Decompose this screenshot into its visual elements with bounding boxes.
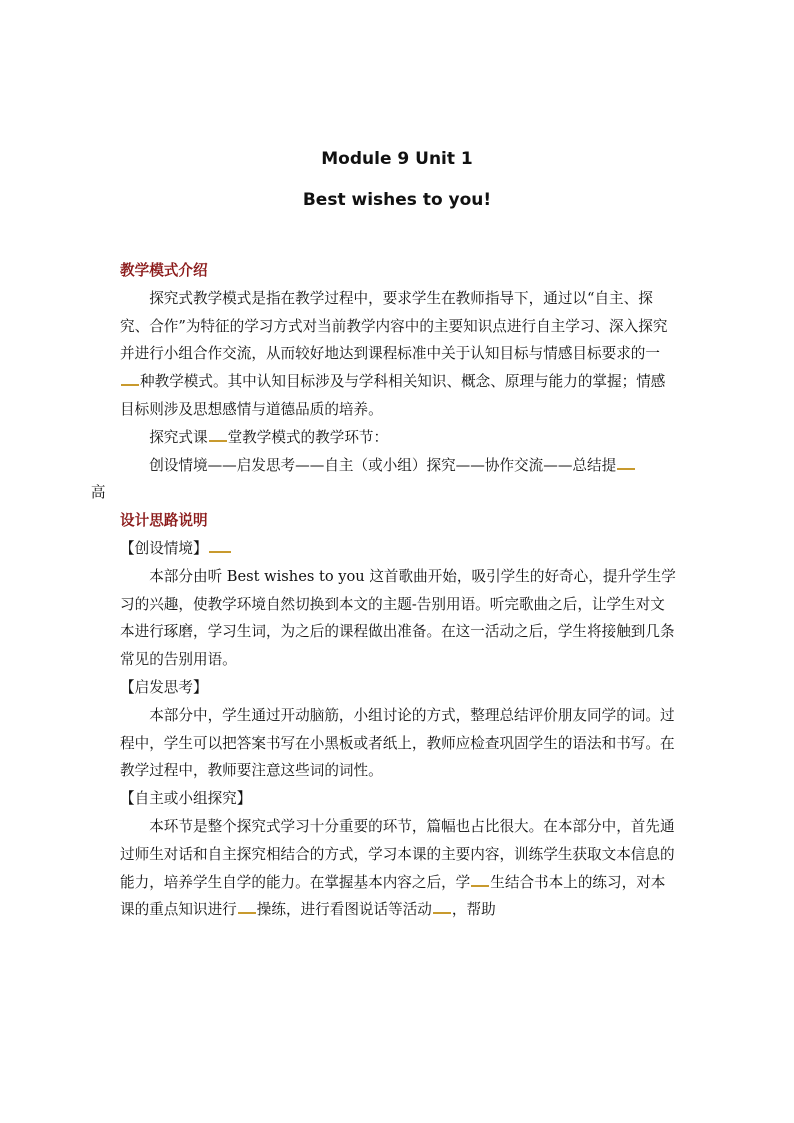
fill-blank-mark (209, 440, 227, 442)
paragraph-situation: 本部分由听 Best wishes to you 这首歌曲开始，吸引学生的好奇心，提升学生学习的兴趣，使教学环境自然切换到本文的主题-告别用语。听完歌曲之后，让学生对文本进行琢磨，学习生词，为之后的课程做出准备。在这一活动之后，学生将接触到几条常见的告别用语。 (120, 567, 676, 669)
text-segment: 创设情境——启发思考——自主（或小组）探究——协作交流——总结提 (149, 456, 617, 474)
fill-blank-mark (238, 912, 256, 914)
paragraph-exploration (120, 813, 678, 924)
fill-blank-mark (121, 384, 139, 386)
text-segment: 探究式课 (149, 428, 208, 446)
text-segment: 本环节是整个探究式学习十分重要的环节，篇幅也占比很大。在本部分中，首先通过师生对话和自主探究相结合的方式，学习本课的主要内容，训练学生获取文本信息的能力，培养学生自学的能力。在掌握基本内容之后，学 (120, 817, 675, 891)
text-segment: 种教学模式。其中认知目标涉及与学科相关知识、概念、原理与能力的掌握；情感目标则涉及思想感情与道德品质的培养。 (120, 373, 666, 418)
paragraph-mode-steps (90, 452, 678, 508)
document-title: Module 9 Unit 1 (321, 149, 473, 169)
fill-blank-mark (471, 885, 489, 887)
text-segment: 堂教学模式的教学环节： (227, 428, 389, 446)
fill-blank-mark (617, 468, 635, 470)
paragraph-mode-steps-intro (120, 424, 678, 452)
subsection-title-thinking: 【启发思考】 (120, 678, 208, 696)
fill-blank-mark (433, 912, 451, 914)
subsection-title-exploration: 【自主或小组探究】 (120, 790, 252, 808)
text-segment: 探究式教学模式是指在教学过程中，要求学生在教师指导下，通过以“自主、探究、合作”为特征的学习方式对当前教学内容中的主要知识点进行自主学习、深入探究并进行小组合作交流，从而较好地达到课程标准中关于认知目标与情感目标要求的一 (120, 289, 668, 363)
fill-blank-mark (209, 551, 231, 553)
paragraph-thinking: 本部分中，学生通过开动脑筋，小组讨论的方式，整理总结评价朋友同学的词。过程中，学生可以把答案书写在小黑板或者纸上，教师应检查巩固学生的语法和书写。在教学过程中，教师要注意这些词的词性。 (120, 706, 675, 780)
text-segment: 操练，进行看图说话等活动 (256, 901, 432, 919)
paragraph-mode-intro (120, 285, 678, 424)
text-segment: 生结合书本上的练习，对本课的重点知识进行 (120, 873, 666, 919)
subsection-title-situation (120, 535, 678, 563)
text-segment: ，帮助 (451, 901, 496, 919)
section-heading-teaching-mode: 教学模式介绍 (120, 262, 208, 279)
section-heading-design: 设计思路说明 (120, 512, 208, 530)
document-body (90, 257, 678, 924)
text-segment: 【创设情境】 (120, 539, 208, 557)
document-subtitle: Best wishes to you! (302, 190, 492, 210)
text-segment: 高 (90, 484, 106, 502)
